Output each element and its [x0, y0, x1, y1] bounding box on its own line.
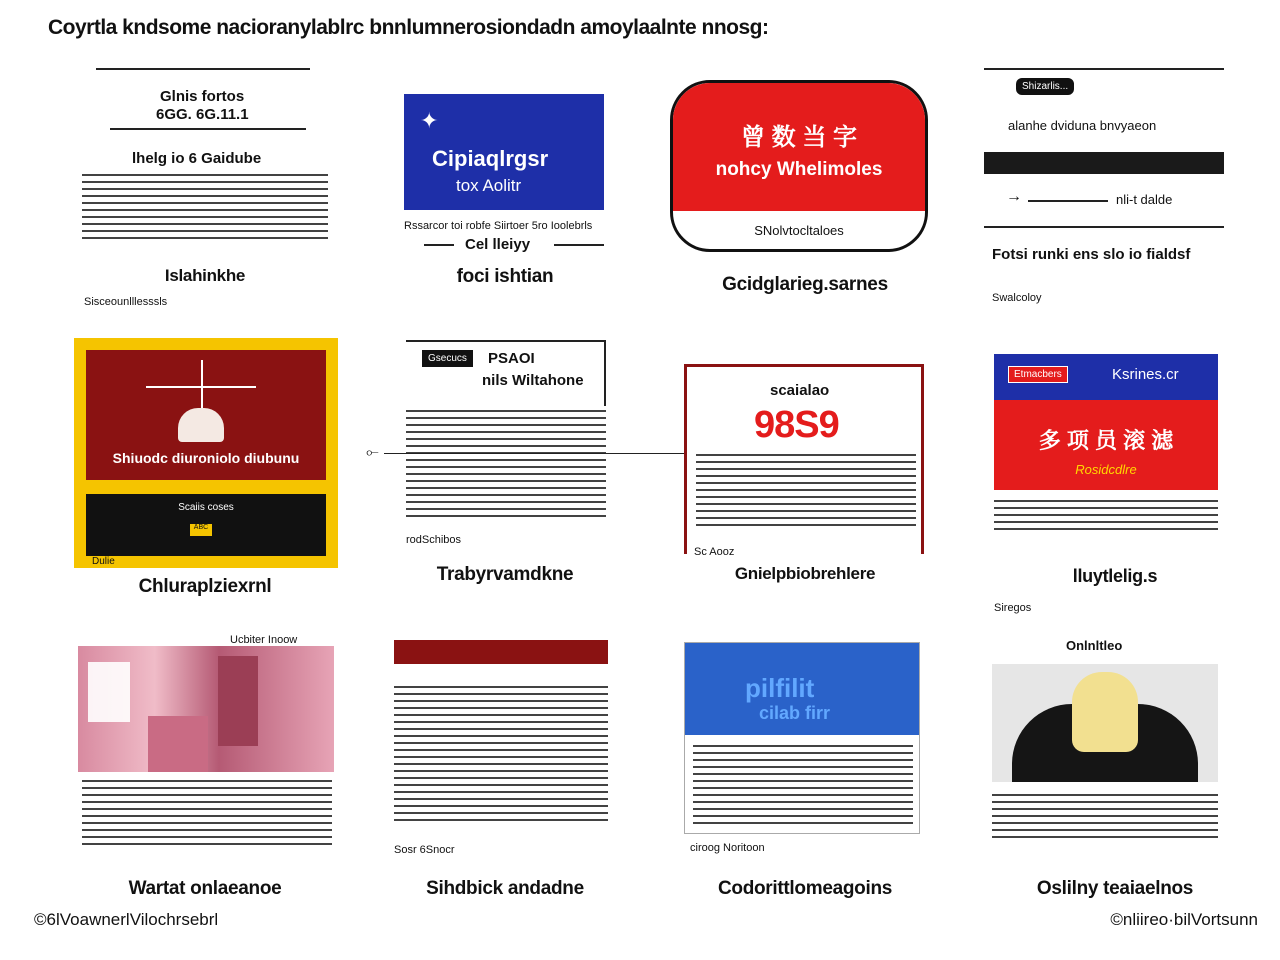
card-11-sub: cilab firr — [759, 703, 831, 723]
card-10-caption: Sihdbick andadne — [426, 878, 584, 899]
card-5-left-label: Dulie — [92, 556, 115, 567]
card-8-brand: Ksrines.cr — [1112, 366, 1179, 383]
card-1-footnote: Sisceounlllesssls — [84, 296, 168, 308]
card-9-text-lines — [82, 780, 332, 850]
card-4-dark-bar — [984, 152, 1224, 174]
card-3-chinese: 曾 数 当 字 — [740, 124, 857, 151]
card-5-button[interactable]: ABC — [190, 524, 212, 536]
card-6-heading1: PSAOI — [488, 350, 535, 367]
card-4-tag: Shizarlis... — [1016, 78, 1074, 95]
card-8[interactable] — [980, 330, 1250, 620]
card-5-frame — [74, 338, 338, 568]
card-1-subheading: 6GG. 6G.11.1 — [156, 106, 249, 123]
card-7-big: 98S9 — [754, 404, 839, 446]
card-2-footnote: Rssarcor toi robfe Siirtoer 5ro Ioolebrls — [404, 220, 593, 232]
card-2-caption: foci ishtian — [456, 266, 554, 287]
card-3-note: SNolvtocltaloes — [754, 223, 844, 238]
card-12[interactable] — [980, 630, 1250, 920]
footer-copyright-right: ©nliireo·bilVortsunn — [1110, 910, 1258, 929]
card-1-title: lhelg io 6 Gaidube — [132, 150, 262, 167]
card-11-text-lines — [693, 745, 913, 829]
card-7-sub: scaialao — [770, 382, 830, 399]
card-3[interactable] — [670, 60, 940, 350]
card-7-footnote: Sc Aooz — [694, 546, 735, 558]
card-6-tag: Gsecucs — [422, 350, 473, 367]
card-6-text-lines — [406, 410, 606, 522]
card-3-ticket — [670, 80, 928, 252]
card-10[interactable] — [370, 630, 640, 920]
card-7-caption: Gnielpbiobrehlere — [734, 564, 876, 583]
card-4[interactable] — [980, 60, 1250, 350]
card-4-footnote: Swalcoloy — [992, 292, 1042, 304]
house-icon — [178, 408, 224, 442]
card-8-text-lines — [994, 500, 1218, 535]
arrow-left-icon: ⟜ — [366, 444, 379, 461]
card-11[interactable] — [670, 630, 940, 920]
footer-copyright-left: ©6lVoawnerlVilochrsebrl — [34, 910, 219, 929]
card-9-caption: Wartat onlaeanoe — [128, 878, 282, 899]
card-1-caption: Islahinkhe — [164, 266, 246, 285]
card-10-header-bar — [394, 640, 608, 664]
card-12-text-lines — [992, 794, 1218, 843]
card-4-arrow-text: nli-t dalde — [1116, 192, 1173, 207]
card-12-caption: Oslilny teaiaelnos — [1036, 878, 1194, 899]
card-8-tag: Etmacbers — [1008, 366, 1068, 383]
card-9-photo — [78, 646, 334, 772]
card-5-caption: Chluraplziexrnl — [138, 576, 272, 597]
card-5-title: Shiuodc diuroniolo diubunu — [112, 450, 300, 466]
card-4-line1: alanhe dviduna bnvyaeon — [1008, 118, 1157, 133]
card-1-heading: Glnis fortos — [160, 88, 245, 105]
card-3-caption: Gcidglarieg.sarnes — [722, 274, 888, 295]
card-11-paper — [684, 642, 920, 834]
card-9-label: Ucbiter Inoow — [230, 634, 298, 646]
card-6-heading2: nils Wiltahone — [482, 372, 584, 389]
card-6[interactable] — [366, 330, 640, 620]
card-8-caption: lluytlelig.s — [1072, 566, 1158, 586]
card-11-footnote: ciroog Noritoon — [690, 842, 765, 854]
page-title: Coyrtla kndsome nacioranylablrc bnnlumnerosiondadn amoylaalnte nnosg: — [48, 16, 769, 39]
card-5[interactable] — [70, 330, 340, 620]
card-11-title: pilfilit — [745, 673, 815, 703]
card-3-banner: nohcy Whelimoles — [715, 159, 883, 180]
card-4-caption: Fotsi runki ens slo io fialdsf — [992, 246, 1191, 263]
card-7[interactable] — [670, 330, 940, 620]
card-9[interactable] — [70, 630, 340, 920]
card-2-label: Cel lleiyy — [465, 236, 531, 253]
arrow-right-icon: → — [1006, 188, 1022, 205]
card-2-top-text: Cipiaqlrgsr — [432, 146, 549, 171]
card-8-sub: Rosidcdlre — [1075, 462, 1137, 477]
card-7-text-lines — [696, 454, 916, 531]
card-10-footnote: Sosr 6Snocr — [394, 844, 455, 856]
card-2-banner — [404, 94, 604, 210]
flag-icon: ✦ — [420, 108, 439, 133]
card-6-caption: Trabyrvamdkne — [436, 564, 574, 585]
card-5-sub: Scaiis coses — [178, 502, 234, 513]
card-11-caption: Codorittlomeagoins — [717, 878, 893, 899]
card-8-chinese: 多 项 员 滚 滤 — [1038, 428, 1174, 453]
card-12-label: Onlnltleo — [1066, 638, 1123, 653]
card-8-band — [994, 354, 1218, 400]
card-8-footnote: Siregos — [994, 602, 1032, 614]
card-10-text-lines — [394, 686, 608, 826]
card-2[interactable] — [370, 60, 640, 350]
card-1-text-lines — [82, 174, 328, 244]
card-6-footnote: rodSchibos — [406, 534, 462, 546]
card-12-photo — [992, 664, 1218, 782]
card-2-sub-text: tox Aolitr — [456, 176, 522, 195]
card-1[interactable] — [70, 60, 340, 350]
